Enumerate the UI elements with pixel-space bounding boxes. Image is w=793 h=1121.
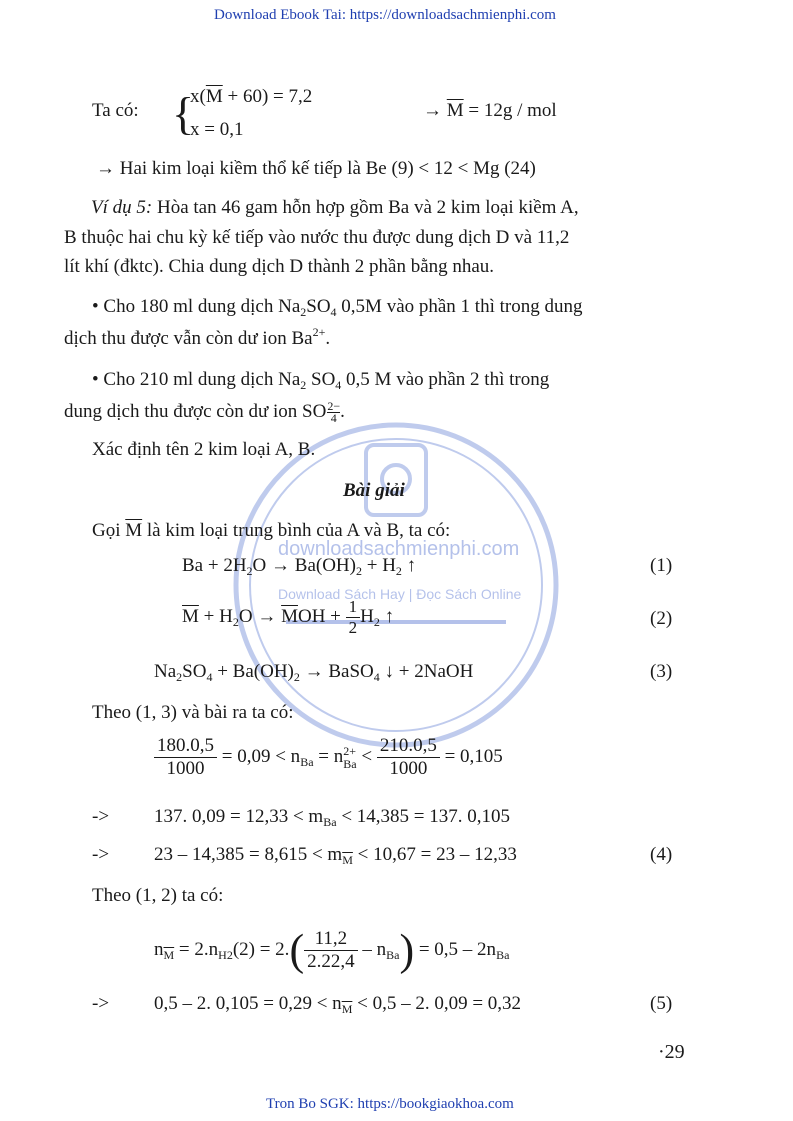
system-prefix: Ta có:	[92, 100, 139, 121]
arrow-3: ->	[92, 993, 110, 1014]
eq-5-number: (5)	[650, 993, 673, 1014]
example-line-3: lít khí (đktc). Chia dung dịch D thành 2 phần bằng nhau.	[64, 256, 495, 277]
reaction-3-number: (3)	[650, 661, 673, 682]
eq-4-number: (4)	[650, 844, 673, 865]
solution-intro: Gọi $\overline{M}$ là kim loại trung bình của A và B, ta có:	[92, 520, 451, 541]
inequality-ba: $\frac{180.0,5}{1000}$ = $0,09 < n_{Ba} = n$ 2+ Ba < $\frac{210.0,5}{1000}$ = 0,105	[154, 735, 503, 780]
reaction-3: $Na_2SO_4 + Ba(OH)_2$ → BaSO$_4$ ↓ + 2NaOH	[154, 661, 474, 684]
mole-m-range: 0,5 – 2. $0,105 = 0,29 < n_{\overline{M}} < 0,5 - 2$. 0,09 = 0,32	[154, 993, 522, 1016]
page-number: ·29	[658, 1041, 685, 1063]
theo-12: Theo (1, 2) ta có:	[92, 885, 224, 906]
example-line-1: Ví dụ 5: Hòa tan 46 gam hỗn hợp gồm Ba và 2 kim loại kiềm A,	[91, 197, 579, 218]
arrow-1: ->	[92, 806, 110, 827]
footer-link[interactable]: Tron Bo SGK: https://bookgiaokhoa.com	[266, 1096, 514, 1112]
example-line-2: B thuộc hai chu kỳ kế tiếp vào nước thu được dung dịch D và 11,2	[64, 227, 570, 248]
example-bullet-2-cont: dung dịch thu được còn dư ion SO $\frac{2-}{4}$ .	[64, 399, 345, 426]
mass-m-range: $23 - 14,385 = 8,615 < m_{\overline{M}} < 10,67 = 23 - 12,33$	[154, 844, 517, 867]
watermark-tagline: Download Sách Hay | Đọc Sách Online	[278, 586, 522, 602]
reaction-2-number: (2)	[650, 608, 673, 629]
reaction-1: $Ba + 2H_2O \to Ba(OH)_2 + H_2$ ↑	[182, 555, 417, 578]
example-bullet-1: • Cho 180 ml dung dịch $Na_2SO_4$ 0,5M vào phần 1 thì trong dung	[92, 296, 583, 319]
system-eq1: $x(\overline{M} + 60) = 7,2$	[190, 86, 313, 107]
example-bullet-1-cont: dịch thu được vẫn còn dư ion $Ba^{2+}$.	[64, 325, 331, 349]
arrow-2: ->	[92, 844, 110, 865]
watermark-site: downloadsachmienphi.com	[278, 538, 520, 560]
mole-m-equation: $n_{\overline{M}} = 2.n_{H2}(2) = 2$.( $\frac{11,2}{2.22,4}$ – $n_{Ba}) = 0,5 - 2n_{Ba}$	[154, 925, 510, 975]
reaction-1-number: (1)	[650, 555, 673, 576]
solution-title: Bài giải	[343, 480, 405, 501]
theo-13: Theo (1, 3) và bài ra ta có:	[92, 702, 294, 723]
example-question: Xác định tên 2 kim loại A, B.	[92, 439, 316, 460]
system-result: → $\overline{M} = 12g$ / mol	[423, 100, 557, 121]
system-eq2: x = 0,1	[190, 119, 244, 140]
reaction-2: $\overline{M} + H_2O \to \overline{M}OH$ + $\frac{1}{2}$ $H_2$ ↑	[182, 597, 395, 637]
example-bullet-2: • Cho 210 ml dung dịch $Na_2$ $SO_4$ 0,5 M vào phần 2 thì trong	[92, 369, 550, 392]
conclusion: → Hai kim loại kiềm thổ kế tiếp là Be (9) < 12 < Mg (24)	[96, 158, 536, 179]
header-download-link[interactable]: Download Ebook Tai: https://downloadsachmienphi.com	[214, 7, 556, 23]
mass-ba-range: 137. $0,09 = 12,33 < m_{Ba} < 14,385 = 137$. 0,105	[154, 806, 510, 829]
